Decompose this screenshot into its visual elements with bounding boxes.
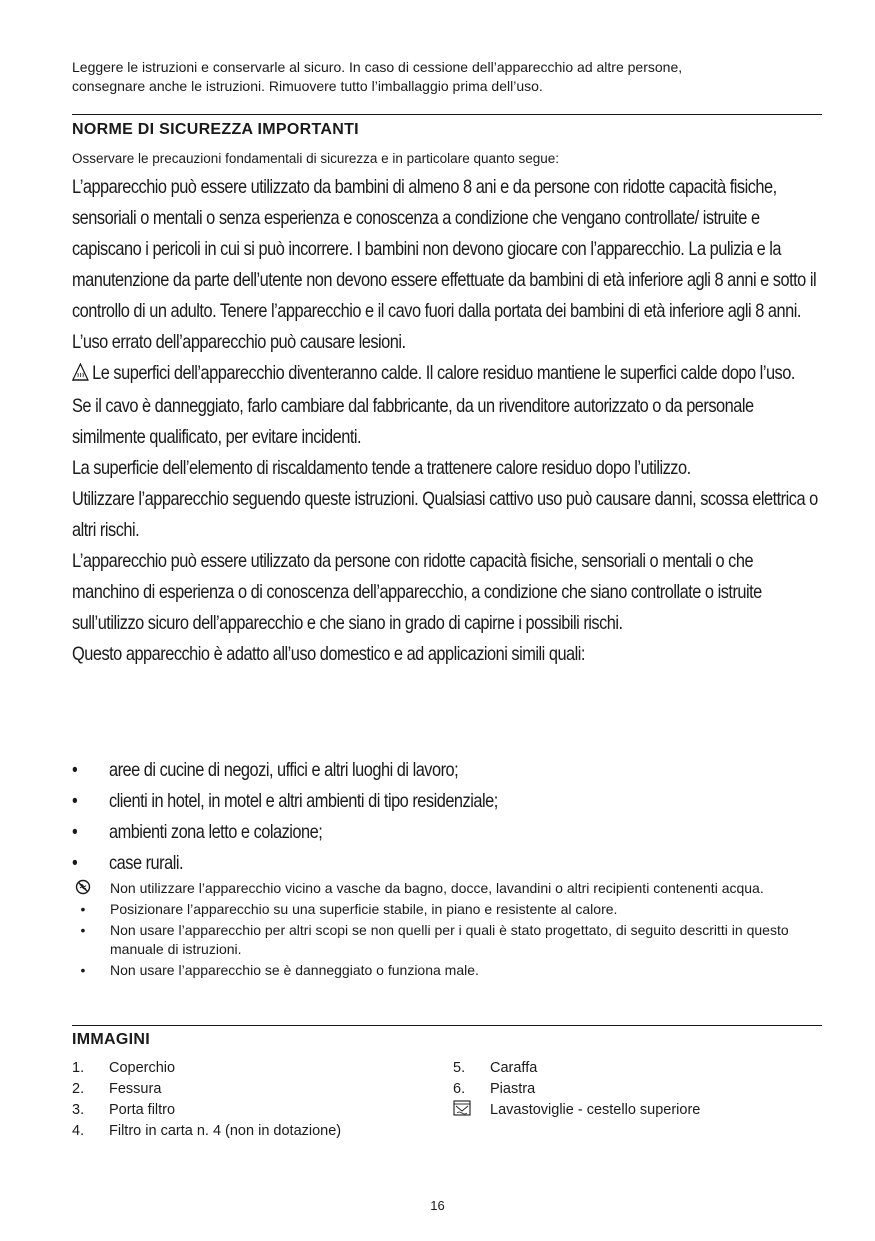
safety-title: NORME DI SICUREZZA IMPORTANTI <box>72 121 359 138</box>
safety-paragraph: Utilizzare l’apparecchio seguendo queste istruzioni. Qualsiasi cattivo uso può causare danni, scossa elettrica o altri rischi. <box>72 488 818 541</box>
item-label: Coperchio <box>109 1060 176 1076</box>
usage-bullet-list <box>72 755 822 879</box>
item-number: 2. <box>72 1081 85 1097</box>
precaution-text: Osservare le precauzioni fondamentali di sicurezza e in particolare quanto segue: <box>72 151 560 166</box>
list-item <box>72 1079 432 1100</box>
intro-line-2: consegnare anche le istruzioni. Rimuovere tutto l’imballaggio prima dell’uso. <box>72 78 543 94</box>
safety-paragraph: Se il cavo è danneggiato, farlo cambiare dal fabbricante, da un rivenditore autorizzato o da personale similmente qualificato, per evitare incidenti. <box>72 395 754 448</box>
list-item <box>72 879 822 898</box>
section-divider <box>72 1025 822 1026</box>
item-number: 1. <box>72 1060 85 1076</box>
warning-text: Non usare l’apparecchio per altri scopi se non quelli per i quali è stato progettato, di seguito descritti in questo manuale di istruzioni. <box>110 922 789 957</box>
item-label: Porta filtro <box>109 1102 176 1118</box>
list-item <box>72 786 822 817</box>
intro-text <box>72 58 812 96</box>
bullet-text: aree di cucine di negozi, uffici e altri luoghi di lavoro; <box>108 759 459 781</box>
hot-surface-warning-icon <box>72 360 89 391</box>
dishwasher-icon <box>453 1100 471 1121</box>
safety-paragraphs <box>72 172 822 670</box>
safety-paragraph: L’uso errato dell’apparecchio può causare lesioni. <box>72 331 406 353</box>
list-item <box>72 961 822 980</box>
no-water-icon <box>72 879 94 898</box>
safety-paragraph: L’apparecchio può essere utilizzato da persone con ridotte capacità fisiche, sensoriali o mentali o che manchino di esperienza o di conoscenza dell’apparecchio, a condizione che siano controllate o istruite sull’utilizzo sicuro dell’apparecchio e che siano in grado di capirne i possibili rischi. <box>72 550 762 634</box>
images-title: IMMAGINI <box>72 1031 150 1048</box>
item-label: Fessura <box>109 1081 162 1097</box>
bullet-text: ambienti zona letto e colazione; <box>108 821 323 843</box>
item-number: 3. <box>72 1102 85 1118</box>
item-number: 6. <box>453 1081 466 1097</box>
parts-list-left <box>72 1058 432 1142</box>
bullet-marker: • <box>72 852 78 874</box>
parts-list-right <box>453 1058 813 1121</box>
additional-warnings-list <box>72 879 822 982</box>
list-item <box>72 848 822 879</box>
bullet-marker: • <box>80 922 86 938</box>
list-item <box>72 1121 432 1142</box>
list-item <box>72 817 822 848</box>
bullet-marker: • <box>80 901 86 917</box>
bullet-marker: • <box>72 759 78 781</box>
safety-paragraph: Questo apparecchio è adatto all’uso domestico e ad applicazioni simili quali: <box>72 643 585 665</box>
bullet-marker: • <box>80 962 86 978</box>
warning-text: Non usare l’apparecchio se è danneggiato o funziona male. <box>110 962 479 978</box>
item-label: Lavastoviglie - cestello superiore <box>490 1102 701 1118</box>
bullet-marker: • <box>72 790 78 812</box>
safety-paragraph <box>72 358 822 391</box>
item-label: Caraffa <box>490 1060 538 1076</box>
item-label: Filtro in carta n. 4 (non in dotazione) <box>109 1123 342 1139</box>
page-number: 16 <box>430 1198 445 1213</box>
warning-text: Non utilizzare l’apparecchio vicino a vasche da bagno, docce, lavandini o altri recipienti contenenti acqua. <box>110 880 764 896</box>
list-item <box>72 1100 432 1121</box>
item-label: Piastra <box>490 1081 536 1097</box>
section-divider <box>72 114 822 115</box>
list-item <box>72 921 822 959</box>
list-item <box>453 1100 813 1121</box>
item-number: 4. <box>72 1123 85 1139</box>
warning-text: Posizionare l’apparecchio su una superficie stabile, in piano e resistente al calore. <box>110 901 618 917</box>
safety-paragraph: La superficie dell’elemento di riscaldamento tende a trattenere calore residuo dopo l’utilizzo. <box>72 457 691 479</box>
list-item <box>72 1058 432 1079</box>
list-item <box>453 1079 813 1100</box>
bullet-text: clienti in hotel, in motel e altri ambienti di tipo residenziale; <box>108 790 498 812</box>
list-item <box>72 755 822 786</box>
intro-line-1: Leggere le istruzioni e conservarle al sicuro. In caso di cessione dell’apparecchio ad altre persone, <box>72 59 683 75</box>
bullet-text: case rurali. <box>108 852 184 874</box>
list-item <box>453 1058 813 1079</box>
list-item <box>72 900 822 919</box>
bullet-marker: • <box>72 821 78 843</box>
safety-paragraph-text: Le superfici dell’apparecchio diventeranno calde. Il calore residuo mantiene le superfici calde dopo l’uso. <box>92 362 795 384</box>
safety-paragraph: L’apparecchio può essere utilizzato da bambini di almeno 8 ani e da persone con ridotte capacità fisiche, sensoriali o mentali o senza esperienza e conoscenza a condizione che vengano controllate/ istruite e capiscano i pericoli in cui si può incorrere. I bambini non devono giocare con l’apparecchio. La pulizia e la manutenzione da parte dell’utente non devono essere effettuate da bambini di età inferiore agli 8 anni e sotto il controllo di un adulto. Tenere l’apparecchio e il cavo fuori dalla portata dei bambini di età inferiore agli 8 anni. <box>72 176 817 322</box>
item-number: 5. <box>453 1060 466 1076</box>
